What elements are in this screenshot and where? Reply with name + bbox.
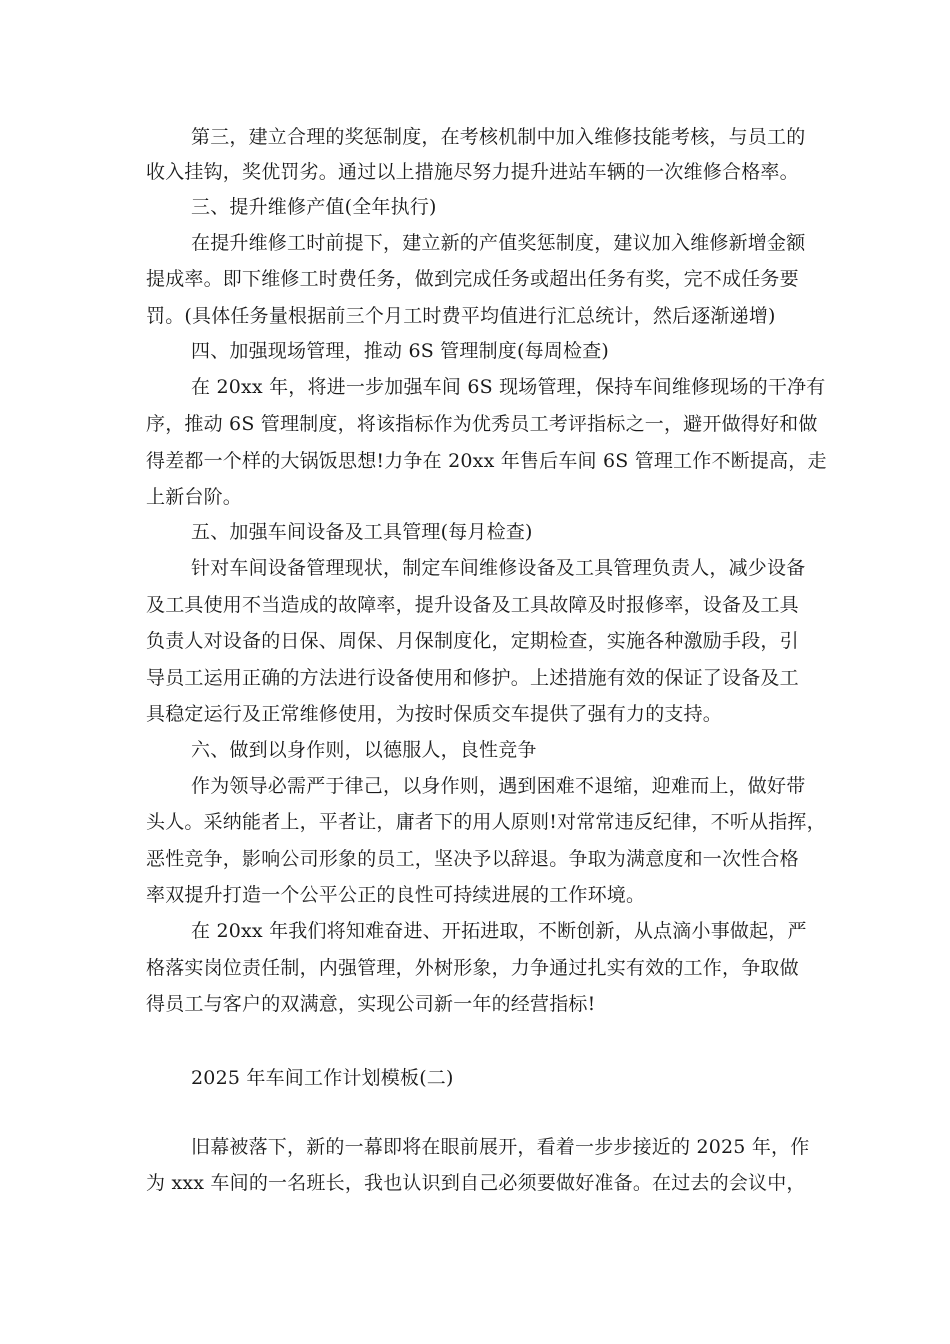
paragraph-line: 上新台阶。: [146, 486, 243, 508]
section-heading: 四、加强现场管理，推动 6S 管理制度(每周检查): [191, 340, 610, 362]
paragraph-line: 罚。(具体任务量根据前三个月工时费平均值进行汇总统计，然后逐渐递增): [146, 305, 776, 327]
document-title: 2025 年车间工作计划模板(二): [191, 1067, 454, 1089]
section-heading: 三、提升维修产值(全年执行): [191, 196, 437, 218]
paragraph-line: 在 20xx 年我们将知难奋进、开拓进取，不断创新，从点滴小事做起，严: [191, 920, 807, 942]
paragraph-line: 提成率。即下维修工时费任务，做到完成任务或超出任务有奖，完不成任务要: [146, 268, 799, 290]
paragraph-line: 在 20xx 年，将进一步加强车间 6S 现场管理，保持车间维修现场的干净有: [191, 376, 826, 398]
paragraph-line: 及工具使用不当造成的故障率，提升设备及工具故障及时报修率，设备及工具: [146, 594, 799, 616]
paragraph-line: 导员工运用正确的方法进行设备使用和修护。上述措施有效的保证了设备及工: [146, 667, 799, 689]
paragraph-line: 头人。采纳能者上，平者让，庸者下的用人原则!对常常违反纪律，不听从指挥，: [146, 811, 826, 833]
paragraph-line: 作为领导必需严于律己，以身作则，遇到困难不退缩，迎难而上，做好带: [191, 775, 806, 797]
paragraph-line: 恶性竞争，影响公司形象的员工，坚决予以辞退。争取为满意度和一次性合格: [146, 848, 799, 870]
paragraph-line: 第三，建立合理的奖惩制度，在考核机制中加入维修技能考核，与员工的: [191, 126, 806, 148]
paragraph-line: 旧幕被落下，新的一幕即将在眼前展开，看着一步步接近的 2025 年，作: [191, 1136, 810, 1158]
paragraph-line: 负责人对设备的日保、周保、月保制度化，定期检查，实施各种激励手段，引: [146, 630, 799, 652]
paragraph-line: 格落实岗位责任制，内强管理，外树形象，力争通过扎实有效的工作，争取做: [146, 957, 799, 979]
paragraph-line: 在提升维修工时前提下，建立新的产值奖惩制度，建议加入维修新增金额: [191, 232, 806, 254]
paragraph-line: 收入挂钩，奖优罚劣。通过以上措施尽努力提升进站车辆的一次维修合格率。: [146, 161, 799, 183]
paragraph-line: 率双提升打造一个公平公正的良性可持续进展的工作环境。: [146, 884, 646, 906]
paragraph-line: 具稳定运行及正常维修使用，为按时保质交车提供了强有力的支持。: [146, 703, 723, 725]
paragraph-line: 为 xxx 车间的一名班长，我也认识到自己必须要做好准备。在过去的会议中，: [146, 1172, 806, 1194]
paragraph-line: 针对车间设备管理现状，制定车间维修设备及工具管理负责人，减少设备: [191, 557, 806, 579]
paragraph-line: 得差都一个样的大锅饭思想!力争在 20xx 年售后车间 6S 管理工作不断提高，走: [146, 450, 827, 472]
paragraph-line: 得员工与客户的双满意，实现公司新一年的经营指标!: [146, 993, 596, 1015]
paragraph-line: 序，推动 6S 管理制度，将该指标作为优秀员工考评指标之一，避开做得好和做: [146, 413, 818, 435]
section-heading: 六、做到以身作则，以德服人，良性竞争: [191, 739, 537, 761]
section-heading: 五、加强车间设备及工具管理(每月检查): [191, 521, 533, 543]
